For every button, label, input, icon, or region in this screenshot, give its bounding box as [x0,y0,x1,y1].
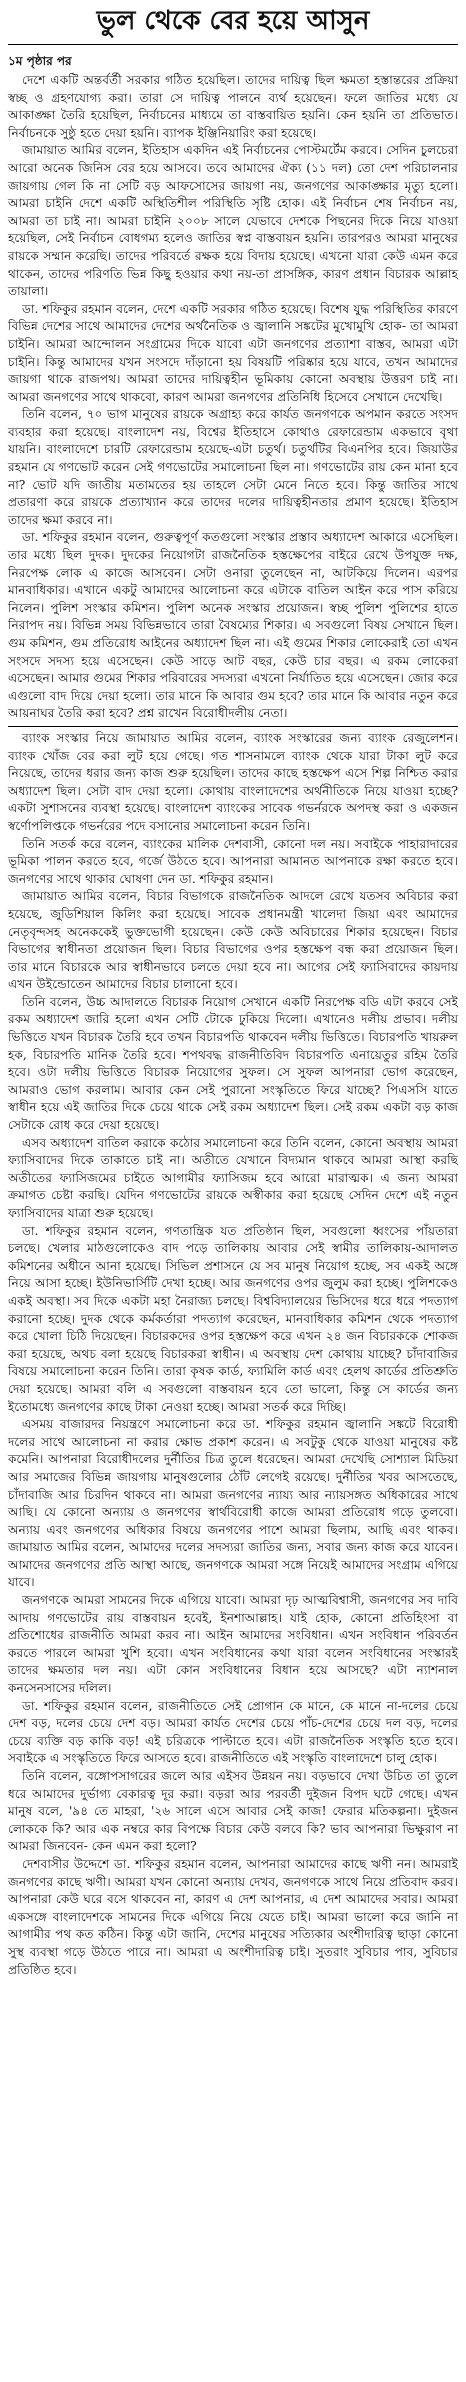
paragraph: তিনি বলেন, ৭০ ভাগ মানুষের রায়কে অগ্রাহ্য করে কার্যত জনগণকে অপমান করতে সংসদ ব্যবহার করা হয়েছে। বাংলাদেশ নয়, বিশ্বের ইতিহাসে কোথাও রেফারেন্ডাম একভাবে বৃথা যায়নি। বাংলাদেশে চারটি রেফারেন্ডাম হয়েছে-এটা চতুর্থ। চতুর্থটির বিএনপির হবে। জিয়াউর রহমান যে গণভোট করেন সেই গণভোটের সমালোচনা ছিল না। গণভোটের রায় কেন মানা হবে না? ভোট যদি জাতীয় মতামতের হয় তাহলে সেটা মেনে নিতে হবে। কিন্তু জাতির সাথে প্রতারণা করে রায়কে প্রত্যাখ্যান করে তাদের দলের দায়িত্বহীনতার প্রমাণ হয়েছে। ইতিহাস তাদের ক্ষমা করবে না। [8,407,458,527]
paragraph: ডা. শফিকুর রহমান বলেন, রাজনীতিতে সেই প্রোগান কে মানে, কে মানে না-দলের চেয়ে দেশ বড়, দলের চেয়ে দেশ বড়। আমরা কার্যত দেশের চেয়ে পাঁচ-দেশের চেয়ে দল বড়, দলের চেয়ে ব্যক্তি বড় কাকি বড়! এই চরিত্রকে পাল্টাতে হবে। এটা রাজনৈতিক সংস্কৃতি হতে হবে। সবাইকে এ সংস্কৃতিতে ফিরে আসতে হবে। রাজনীতিতে এই সংস্কৃতি বাংলাদেশে চালু হোক। [8,1698,458,1766]
paragraph: এসময় বাজারদর নিয়ন্ত্রণে সমালোচনা করে ডা. শফিকুর রহমান জ্বালানি সঙ্কটে বিরোধী দলের সাথে আলোচনা না করার ক্ষোভ প্রকাশ করেন। এ সবটুকু থেকে যাওয়া মানুষের কষ্ট কমেনি। আপনারা বিরোধীদলের দুর্নীতির চিত্র তুলে ধরেছেন। আমরা দেখেছি সোশ্যাল মিডিয়া আর সমাজের বিভিন্ন জায়গায় মানুষগুলোর ঠোঁট লেগেই রয়েছে। দুর্নীতির খবর আসতেছে, চাঁদাবাজি আর চিরদিন থাকবে না। আমরা জনগণের ন্যায্য আর ন্যায়সঙ্গত অধিকারের সাথে আছি। যে কোনো অন্যায় ও জনগণের স্বার্থবিরোধী কাজে আমরা প্রতিরোধ গড়ে তুলবো। অন্যায় এবং জনগণের অধিকার বিষয়ে জনগণের পাশে আমরা ছিলাম, আছি এবং থাকব। জামায়াত আমির বলেন, আমাদের দলের সদস্যরা জাতির জন্য, সবার জন্য কাজ করে যাবেন। আমাদের জনগণের প্রতি আস্থা আছে, জনগণকে আমরা সঙ্গে নিয়েই আমাদের সংগ্রাম এগিয়ে যাবে। [8,1417,458,1590]
paragraph: তিনি বলেন, বঙ্গোপসাগরের জলে আর এইসব উন্নয়ন নয়। বড়ভাবে দেখা উচিত তা তুলে ধরে আমাদের দুর্ভাগ্য বেকারত্ব দূর করা। বড়রা আর পরবর্তী দুইজন বিপদ ঘটে গেছে। এখন মানুষ বলে, '৯৪ তে মাহরা, '২৬ সালে এসে আবার সেই কাজ! ফেরার মতিকল্পনা। দুইজন লোককে কি? আর এক নম্বরে কার বিপক্ষে বিচার কেউ বলবে কি? ভাব আপনারা ভিক্ষুরাণ না আমরা জিনবেন- কেন এমন করা হলো? [8,1769,458,1854]
paragraph: দেশবাসীর উদ্দেশে ডা. শফিকুর রহমান বলেন, আপনারা আমাদের কাছে ঋণী নন। আমরাই জনগণের কাছে ঋণী। আমরা যখন কোনো অন্যায় দেখব, জনগণকে সাথে নিয়ে প্রতিবাদ করব। আপনারা কেউ ঘরে বসে থাকবেন না, কারণ এ দেশ আপনার, এ দেশ আমাদের সবার। আমরা একসঙ্গে বাংলাদেশকে সামনের দিকে এগিয়ে নিয়ে যেতে চাই। আমরা ভালো করে জানি না আগামীর পথ কত কঠিন। কিন্তু এটা জানি, দেশের মানুষের সত্যিকার অংশীদারিত্ব ছাড়া কোনো সুস্থ ব্যবস্থা গড়ে উঠতে পারে না। আমরা এ অংশীদারিত্ব চাই। সুতরাং সুবিচার পাব, সুবিচার প্রতিষ্ঠিত হবে। [8,1856,458,1977]
continued-from-label: ১ম পৃষ্ঠার পর [8,54,72,68]
paragraph: জামায়াত আমির বলেন, বিচার বিভাগকে রাজনৈতিক আদলে রেখে যতসব অবিচার করা হয়েছে, জুডিশিয়াল কিলিং করা হয়েছে। সাবেক প্রধানমন্ত্রী খালেদা জিয়া এবং আমাদের নেতৃবৃন্দসহ অনেককেই ভুক্তভোগী হয়েছেন। কেউ কেউ অবিচারের শিকার হয়েছেন। বিচার বিভাগের স্বাধীনতা প্রয়োজন ছিল। বিচার বিভাগের ওপর হস্তক্ষেপ বন্ধ করা প্রয়োজন ছিল। তার মানে বিচারকে আর স্বাধীনভাবে চলতে দেয়া হবে না। আগের সেই ফ্যাসিবাদের কায়দায় এখন উইন্ডোতেন আমাদের বিচার চালানো হবে। [8,889,458,992]
paragraph: ডা. শফিকুর রহমান বলেন, গুরুত্বপূর্ণ কতগুলো সংস্কার প্রস্তাব অধ্যাদেশ আকারে এসেছিল। তার মধ্যে ছিল দুদক। দুদকের নিয়োগটা রাজনৈতিক হস্তক্ষেপের বাইরে রেখে উপযুক্ত দক্ষ, নিরপেক্ষ লোক এ কাজে আসবেন। সেটা ওনারা তুলেছেন না, আটকিয়ে দিলেন। এরপর মানবাধিকার। এখানে একটু আমাদের আলোচনা করে এটাকে বাতিল আইন করে পাস করিয়ে নিলেন। পুলিশ সংস্কার কমিশন। পুলিশ অনেক সংস্কার প্রয়োজন। স্বচ্ছ পুলিশ পুলিশের হাতে নিরাপদ নয়। বিভিন্ন সময় বিভিন্নভাবে তারা বৈষম্যের শিকার। এ সবগুলো বিষয় সেখানে ছিল। গুম কমিশন, গুম প্রতিরোধ আইনের অধ্যাদেশ ছিল না। এই গুমের শিকার লোকেরাই তো এখন সংসদে সদস্য হয়ে এসেছেন। কেউ সাড়ে আট বছর, কেউ চার বছর। এ রকম লোকেরা এসেছেন। আমার গুমের শিকার পরিবারের সদস্যরা এখনো নির্যাতিত হয়ে এসেছেন। জোর করে এগুলো বাদ দিয়ে দেয়া হলো। তার মানে কি আবার গুম হবে? তার মানে কি আবার নতুন করে আয়নাঘর তৈরি করা হবে? প্রশ্ন রাখেন বিরোধীদলীয় নেতা। [8,530,458,721]
headline: ভুল থেকে বের হয়ে আসুন [8,4,458,45]
paragraph: তিনি বলেন, উচ্চ আদালতে বিচারক নিয়োগ সেখানে একটি নিরপেক্ষ বডি এটা করবে সেই রকম অধ্যাদেশ জারি হলো এখন সেটি টোকে ঢুকিয়ে দিলো। এখানেও দলীয় প্রভাব। দলীয় ভিত্তিতে যখন বিচারক তৈরি হবে তখন বিচারপতি থাকবেন দলীয় ভিত্তিতে। বিচারপতি খায়রুল হক, বিচারপতি মানিক তৈরি হবে। শপথবদ্ধ রাজনীতিবিদ বিচারপতি এনায়েতুর রহিম তৈরি হবে। ওটা দলীয় ভিত্তিতে বিচারক নিয়োগের সুফল। সে সুফল আপনারা ভোগ করেছেন, আমরাও ভোগ করলাম। আবার কেন সেই পুরানো সংস্কৃতিতে ফিরে যাচ্ছে? পিএসসি যাতে স্বাধীন হয়ে এই জাতির দিকে চেয়ে থাকে সেই রকম অধ্যাদেশ ছিল। সেই রকম একটা বড় কাজ সেটাকে রোধ করে দেয়া হয়েছে। [8,994,458,1133]
paragraph: জামায়াত আমির বলেন, ইতিহাস একদিন এই নির্বাচনের পোস্টমর্টেম করবে। সেদিন চুলচেরা আরো অনেক জিনিস বের হয়ে আসবে। তবে আমাদের ঐক্য (১১ দল) তো দেশ পরিচালনার জায়গায় গেল কি না সেটি বড় আফসোসের জায়গা নয়, জনগণের আকাঙ্ক্ষার মৃত্যু হলো। আমরা চাইনি দেশে একটি অস্থিতিশীল পরিস্থিতি সৃষ্টি হোক। এই নির্বাচন শেষ নির্বাচন নয়, আমরা তা চাই না। আমরা চাইনি ২০০৮ সালে যেভাবে দেশকে পিছনের দিকে নিয়ে যাওয়া হয়েছিল, সেই নির্বাচন বোধগম্য হলেও জাতির স্বপ্ন বাস্তবায়ন হয়নি। তারপরও আমরা মানুষের রায়কে সম্মান করেছি। তাদের পরিবর্তে রক্ষক হয়ে বিদায় হয়েছে। এখনো যারা কেউ এমন করে থাকেন, তাদের পরিণতি ভিন্ন কিছু হওয়ার কথা নয়-তা প্রাসঙ্গিক, কারণ প্রধান বিচারক আল্লাহ তায়ালা। [8,143,458,299]
article-body [8,72,458,1979]
paragraph: এসব অধ্যাদেশ বাতিল করাকে কঠোর সমালোচনা করে তিনি বলেন, কোনো অবস্থায় আমরা ফ্যাসিবাদের দিকে তাকাতে চাই না। অতীতে যেখানে বিদ্যমান থাকবে আমরা আস্থা করছি অতীতের ফ্যাসিজমের চাইতে আগামীর ফ্যাসিজম হবে আরো মারাত্মক। এ জন্য আমরা ক্রমাগত চেষ্টা করছি। যেদিন গণভোটের রায়কে অস্বীকার করা হয়েছে সেদিন দেশে এই নতুন ফ্যাসিবাদের যাত্রা শুরু হয়েছে। [8,1135,458,1220]
paragraph: তিনি সতর্ক করে বলেন, ব্যাংকের মালিক দেশবাসী, কোনো দল নয়। সবাইকে পাহারাদারের ভূমিকা পালন করতে হবে, গর্জে উঠতে হবে। আপনারা আমানত আপনাকে রক্ষা করতে হবে। জনগণের সাথে থাকার ঘোষণা দেন ডা. শফিকুর রহমান। [8,836,458,886]
paragraph: জনগণকে আমরা সামনের দিকে এগিয়ে যাবো। আমরা দৃঢ় আত্মবিশ্বাসী, জনগণের সব দাবি আদায় গণভোটের রায় বাস্তবায়ন হবেই, ইনশাআল্লাহ। যাই হোক, কোনো প্রতিহিংসা বা প্রতিশোধের রাজনীতি আমরা করব না। আইন আমাদের সংবিধান। এখন সংবিধান পরিবর্তন করতে পারলে আমরা খুশি হবো। এখন সংবিধানের কথা যারা বলেন সংবিধানের সংস্কারই তাদের ক্ষমতার দল নয়। এটা কোন সংবিধানের বিধান হয়ে আসছে? এটা ন্যাশনাল কনসেনসাসের দলিল। [8,1593,458,1696]
paragraph: দেশে একটি অন্তর্বর্তী সরকার গঠিত হয়েছিল। তাদের দায়িত্ব ছিল ক্ষমতা হস্তান্তরের প্রক্রিয়া স্বচ্ছ ও গ্রহণযোগ্য করা। তারা সে দায়িত্ব পালনে ব্যর্থ হয়েছেন। ফলে জাতির মধ্যে যে আকাঙ্ক্ষা তৈরি হয়েছিল, নির্বাচনের মাধ্যমে তা বাস্তবায়িত হয়নি। কেন হয়নি তা প্রতিভাত। নির্বাচনকে সুষ্ঠু হতে দেয়া হয়নি। ব্যাপক ইঞ্জিনিয়ারিং করা হয়েছে। [8,73,458,140]
paragraph: ডা. শফিকুর রহমান বলেন, দেশে একটি সরকার গঠিত হয়েছে। বিশেষ যুদ্ধ পরিস্থিতির কারণে বিভিন্ন দেশের সাথে আমাদের দেশের অর্থনৈতিক ও জ্বালানি সঙ্কটের মুখোমুখি হোক- তা আমরা চাইনি। আমরা আন্দোলন সংগ্রামের দিকে যাবো এটা জনগণের প্রত্যাশা বাস্তব, আমরা এটা চাইনি। কিন্তু আমাদের যখন সংসদে দাঁড়ানো হয় বিষয়টি পরিষ্কার হয়ে যাবে, তখন আমাদের জায়গা থাকে রাজপথ। আমরা তাদের দায়িত্বহীন ভূমিকায় কোনো অবস্থায় উত্তরণ চাই না। আমরা জনগণের সাথে থাকবো, কারণ আমরা জনগণের প্রতিনিধি হিসেবে সেখানে দেখেছি। [8,301,458,404]
paragraph: ডা. শফিকুর রহমান বলেন, গণতান্ত্রিক যত প্রতিষ্ঠান ছিল, সবগুলো ধ্বংসের পাঁয়তারা চলছে। খেলার মাঠগুলোকেও বাদ পড়ে তালিকায় আবার সেই স্বামীর তালিকায়-আদালত কমিশনের অধীনে আনা হয়েছে। সিভিল প্রশাসনে যে সব মানুষ নিয়োগ হচ্ছে, সব একই অঙ্গে নিয়ে আসা হচ্ছে। ইউনিভার্সিটি দেখা হচ্ছে। আর জনগণের ওপর জুলুম করা হচ্ছে। পুলিশকেও একই অবস্থা। সব দিকে একটা মহা নৈরাজ্য চলছে। বিশ্ববিদ্যালয়ের ভিসিদের ধরে ধরে পদত্যাগ করানো হচ্ছে। দুদক থেকে কর্মকর্তারা পদত্যাগ করেছেন, মানবাধিকার কমিশন থেকে পদত্যাগ করে খোলা চিঠি দিয়েছেন। বিচারকদের ওপর হস্তক্ষেপ করে এখন ২৪ জন বিচারককে শোকজ করা হয়েছে, অথচ বলা হয়েছে বিচারকরা স্বাধীন। এ অবস্থায় দেশ কোথায় যাচ্ছে? চাঁদাবাজির বিষয়ে সমালোচনা করেন তিনি। তারা কৃষক কার্ড, ফ্যামিলি কার্ড এবং হেলথ কার্ডের প্রতিশ্রুতি দেয়া হয়েছে। আমরা বলি এ সবগুলো বাস্তবায়ন হবে তো ভালো, কিন্তু সে কার্ডের জন্য ইতোমধ্যে জনগণের কাছে টাকা নেওয়া হচ্ছে। আমরা সতর্ক করে দিচ্ছি। [8,1223,458,1414]
paragraph: ব্যাংক সংস্কার নিয়ে জামায়াত আমির বলেন, ব্যাংক সংস্কারের জন্য ব্যাংক রেজুলেশন। ব্যাংক খোঁজ বের করা লুট হয়ে গেছে। গত শাসনামলে ব্যাংক থেকে যারা টাকা লুট করে নিয়েছে, তাদের ধরার জন্য কাজ শুরু হয়েছিল। তাদের কাছে হস্তক্ষেপ এসে শিল্প নিশ্চিত করার অধ্যাদেশ ছিল। সেটা বাদ দেয়া হলো। কোথায় বাংলাদেশের অর্থনীতিকে নিয়ে যাওয়া হচ্ছে? একটা সুশাসনের ব্যবস্থা হয়েছে। বাংলাদেশ ব্যাংকের সাবেক গভর্নরকে অপদস্থ করা ও একজন স্বৰ্ণোপলিপ্তকে গভর্নরের পদে বসানোর সমালোচনা করেন তিনি। [8,730,458,833]
divider [8,726,458,727]
